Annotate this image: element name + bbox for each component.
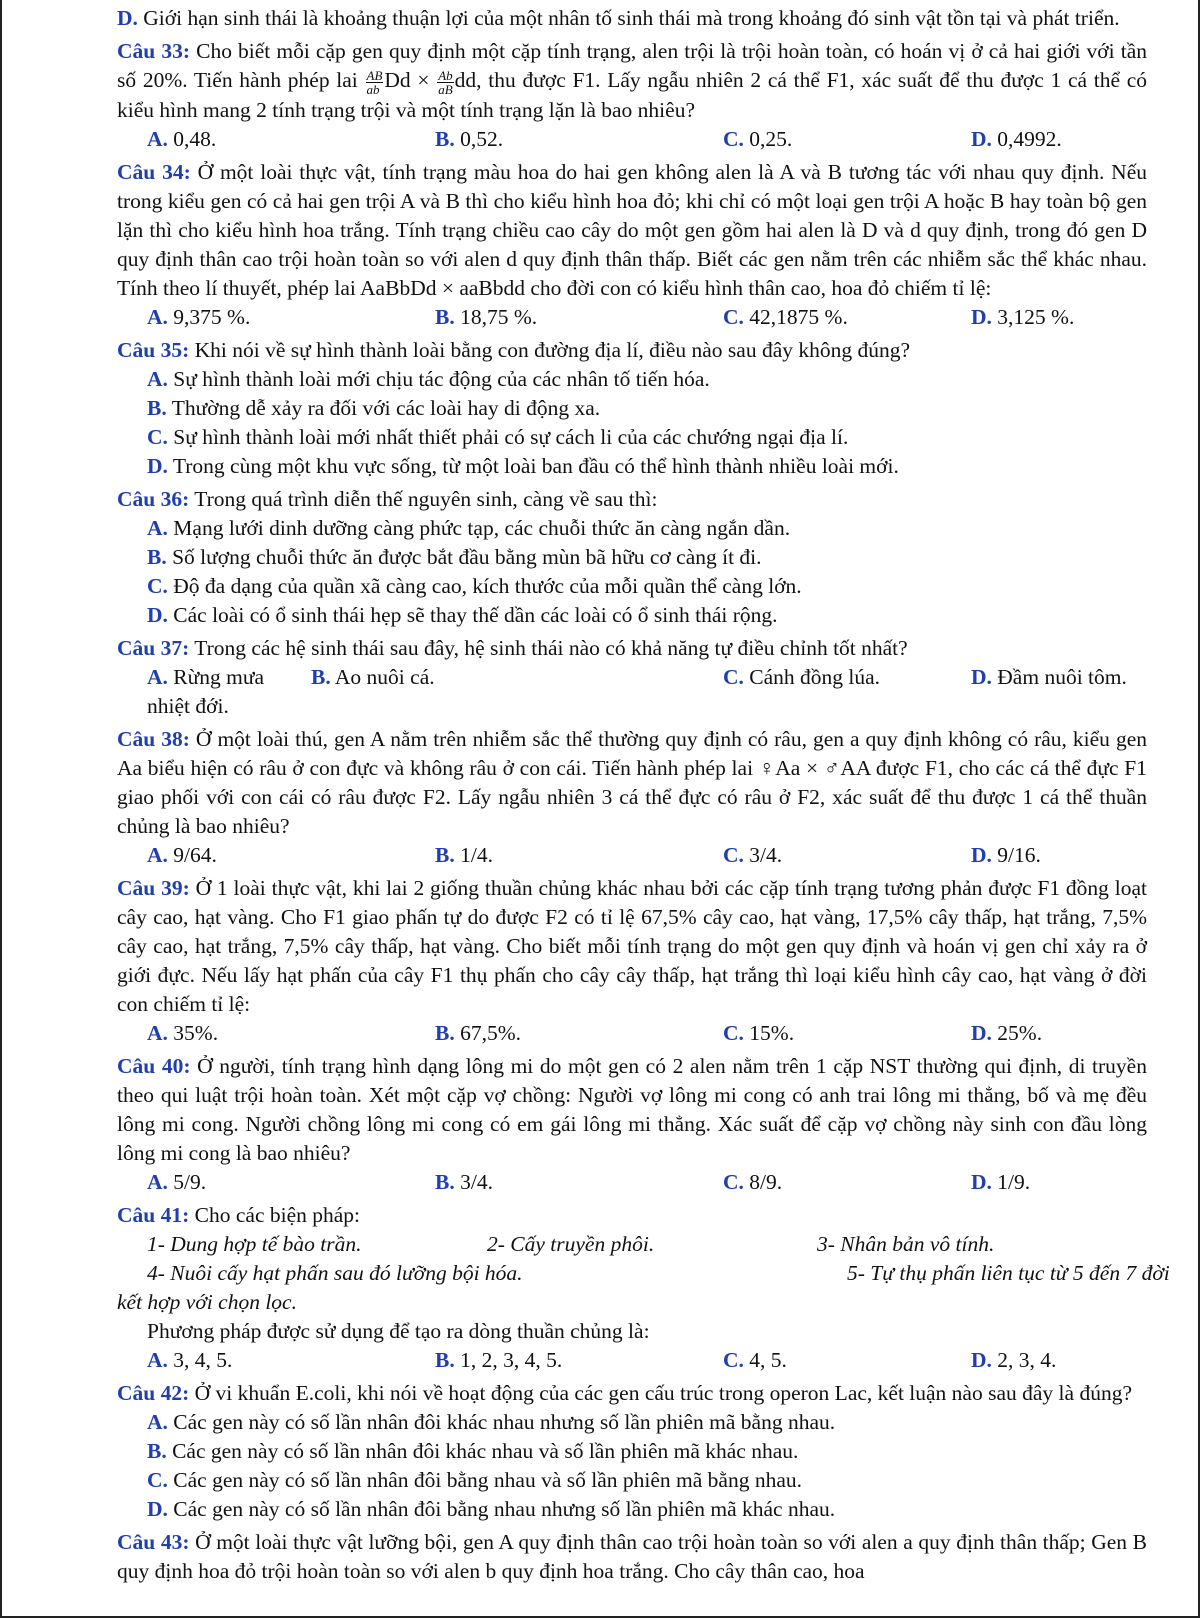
fraction-numerator: AB <box>366 67 383 83</box>
question-39 <box>117 874 1147 1048</box>
option-text: 67,5%. <box>454 1020 522 1045</box>
genotype-fraction <box>437 69 453 96</box>
option-text: Đầm nuôi tôm. <box>991 664 1127 689</box>
question-37 <box>117 634 1147 721</box>
option-letter: C. <box>723 304 744 329</box>
option-text: 9,375 %. <box>167 304 251 329</box>
answer-options <box>117 841 1147 870</box>
option-b[interactable] <box>117 543 1147 572</box>
method-5-continued: kết hợp với chọn lọc. <box>117 1289 297 1314</box>
option-d[interactable] <box>117 452 1147 481</box>
option-text: Trong cùng một khu vực sống, từ một loài ban đầu có thể hình thành nhiều loài mới. <box>167 453 899 478</box>
option-d[interactable] <box>971 841 1177 870</box>
option-c[interactable] <box>723 125 971 154</box>
option-text: Các loài có ổ sinh thái hẹp sẽ thay thế dần các loài có ổ sinh thái rộng. <box>167 602 778 627</box>
option-a[interactable] <box>147 1168 435 1197</box>
option-letter: B. <box>435 1020 455 1045</box>
option-b[interactable] <box>117 394 1147 423</box>
answer-options <box>117 1019 1147 1048</box>
question-number: Câu 34: <box>117 159 191 184</box>
question-stem <box>117 336 1147 365</box>
option-text: Giới hạn sinh thái là khoảng thuận lợi của một nhân tố sinh thái mà trong khoảng đó sinh vật tồn tại và phát triển. <box>143 6 1120 30</box>
option-b[interactable] <box>435 1346 723 1375</box>
option-letter: D. <box>971 126 992 151</box>
option-a[interactable] <box>117 514 1147 543</box>
fraction-numerator: Ab <box>438 67 453 83</box>
option-text: 1/9. <box>991 1169 1031 1194</box>
option-text: 0,25. <box>743 126 793 151</box>
question-stem <box>117 1052 1147 1168</box>
question-number: Câu 35: <box>117 337 190 362</box>
previous-question-option-d <box>117 4 1147 33</box>
option-c[interactable] <box>723 1346 971 1375</box>
stem-text: Trong các hệ sinh thái sau đây, hệ sinh thái nào có khả năng tự điều chỉnh tốt nhất? <box>189 635 908 660</box>
option-letter: B. <box>435 126 455 151</box>
option-letter: A. <box>147 664 168 689</box>
option-c[interactable] <box>117 572 1147 601</box>
option-d[interactable] <box>971 303 1177 332</box>
question-number: Câu 42: <box>117 1380 190 1405</box>
option-letter: A. <box>147 515 168 540</box>
option-letter: B. <box>147 1438 167 1463</box>
question-list <box>117 4 1170 1586</box>
option-b[interactable] <box>435 841 723 870</box>
stem-text: Ở 1 loài thực vật, khi lai 2 giống thuần chủng khác nhau bởi các cặp tính trạng tương phản được F1 đồng loạt cây cao, hạt vàng. Cho F1 giao phấn tự do được F2 có tỉ lệ 67,5% cây cao, hạt vàng, 17,5% cây thấp, hạt trắng, 7,5% cây cao, hạt trắng, 7,5% cây thấp, hạt vàng. Cho biết mỗi tính trạng do một gen quy định và hoán vị gen chỉ xảy ra ở giới đực. Nếu lấy hạt phấn của cây F1 thụ phấn cho cây cây thấp, hạt trắng thì loại kiểu hình cây cao, hạt vàng ở đời con chiếm tỉ lệ: <box>117 875 1147 1016</box>
option-a[interactable] <box>147 303 435 332</box>
option-letter: B. <box>435 1169 455 1194</box>
option-letter: D. <box>147 602 168 627</box>
option-letter: B. <box>435 304 455 329</box>
option-text: 35%. <box>167 1020 219 1045</box>
option-letter: C. <box>723 664 744 689</box>
stem-text: Ở vi khuẩn E.coli, khi nói về hoạt động của các gen cấu trúc trong operon Lac, kết luận nào sau đây là đúng? <box>189 1380 1132 1405</box>
option-letter: D. <box>971 304 992 329</box>
answer-options <box>117 125 1147 154</box>
option-text: 4, 5. <box>743 1347 787 1372</box>
question-number: Câu 40: <box>117 1053 191 1078</box>
question-40 <box>117 1052 1147 1197</box>
answer-options <box>117 303 1147 332</box>
option-a[interactable] <box>117 1408 1147 1437</box>
question-33 <box>117 37 1147 154</box>
option-letter: A. <box>147 1169 168 1194</box>
question-stem <box>117 158 1147 303</box>
question-38 <box>117 725 1147 870</box>
option-text: 3,125 %. <box>991 304 1075 329</box>
answer-options <box>117 1168 1147 1197</box>
option-letter: B. <box>147 395 167 420</box>
option-text: Các gen này có số lần nhân đôi bằng nhau nhưng số lần phiên mã khác nhau. <box>167 1496 836 1521</box>
option-a[interactable] <box>147 125 435 154</box>
option-d[interactable] <box>971 125 1177 154</box>
option-b[interactable] <box>117 1437 1147 1466</box>
question-stem <box>117 725 1147 841</box>
option-text: 3/4. <box>454 1169 493 1194</box>
option-a[interactable] <box>147 1019 435 1048</box>
question-stem <box>117 1528 1147 1586</box>
question-42 <box>117 1379 1147 1524</box>
option-b[interactable] <box>435 125 723 154</box>
question-number: Câu 41: <box>117 1202 190 1227</box>
option-c[interactable] <box>723 1019 971 1048</box>
question-stem <box>117 634 1147 663</box>
question-35 <box>117 336 1147 481</box>
question-prompt: Phương pháp được sử dụng để tạo ra dòng thuần chủng là: <box>147 1318 650 1343</box>
option-letter: D. <box>971 1169 992 1194</box>
fraction-denominator: aB <box>438 81 453 97</box>
option-letter: C. <box>723 1020 744 1045</box>
option-text: 0,4992. <box>991 126 1062 151</box>
option-text: 42,1875 %. <box>743 304 848 329</box>
question-41 <box>117 1201 1170 1375</box>
option-text: 5/9. <box>167 1169 207 1194</box>
option-d[interactable] <box>971 663 1177 721</box>
option-letter: A. <box>147 842 168 867</box>
option-a[interactable] <box>147 1346 435 1375</box>
answer-options <box>117 663 1147 721</box>
question-stem <box>117 1379 1147 1408</box>
question-36 <box>117 485 1147 630</box>
stem-text: Ở một loài thực vật, tính trạng màu hoa do hai gen không alen là A và B tương tác với nhau quy định. Nếu trong kiểu gen có cả hai gen trội A và B thì cho kiểu hình hoa đỏ; khi chỉ có một loại gen trội A hoặc B hay toàn bộ gen lặn thì cho kiểu hình hoa trắng. Tính trạng chiều cao cây do một gen gồm hai alen là D và d quy định, trong đó gen D quy định thân cao trội hoàn toàn so với alen d quy định thân thấp. Biết các gen nằm trên các nhiễm sắc thể khác nhau. Tính theo lí thuyết, phép lai AaBbDd × aaBbdd cho đời con có kiểu hình thân cao, hoa đỏ chiếm tỉ lệ: <box>117 159 1147 300</box>
question-stem <box>117 485 1147 514</box>
option-text: Các gen này có số lần nhân đôi bằng nhau và số lần phiên mã bằng nhau. <box>167 1467 802 1492</box>
question-number: Câu 36: <box>117 486 190 511</box>
option-b[interactable] <box>435 1019 723 1048</box>
option-c[interactable] <box>723 1168 971 1197</box>
option-text: 0,48. <box>167 126 217 151</box>
question-number: Câu 38: <box>117 726 190 751</box>
option-text: Độ đa dạng của quần xã càng cao, kích thước của mỗi quần thể càng lớn. <box>167 573 802 598</box>
option-letter: D. <box>971 1020 992 1045</box>
option-b[interactable] <box>311 663 723 721</box>
option-c[interactable] <box>117 423 1147 452</box>
option-letter: C. <box>723 842 744 867</box>
option-text: 2, 3, 4. <box>991 1347 1057 1372</box>
option-c[interactable] <box>723 663 971 721</box>
option-letter: D. <box>117 6 138 30</box>
option-c[interactable] <box>723 841 971 870</box>
stem-text: Ở người, tính trạng hình dạng lông mi do một gen có 2 alen nằm trên 1 cặp NST thường qui định, di truyền theo qui luật trội hoàn toàn. Xét một cặp vợ chồng: Người vợ lông mi cong có anh trai lông mi thẳng, bố và mẹ đều lông mi cong. Người chồng lông mi cong có em gái lông mi thẳng. Xác suất để cặp vợ chồng này sinh con đầu lòng lông mi cong là bao nhiêu? <box>117 1053 1147 1165</box>
stem-text: Trong quá trình diễn thế nguyên sinh, càng về sau thì: <box>189 486 658 511</box>
option-a[interactable] <box>117 365 1147 394</box>
option-c[interactable] <box>117 1466 1147 1495</box>
option-text: 1, 2, 3, 4, 5. <box>454 1347 563 1372</box>
genotype-fraction <box>366 69 384 96</box>
question-43 <box>117 1528 1147 1586</box>
option-b[interactable] <box>435 303 723 332</box>
option-letter: D. <box>971 664 992 689</box>
option-letter: A. <box>147 126 168 151</box>
answer-options <box>117 1346 1147 1375</box>
question-number: Câu 37: <box>117 635 190 660</box>
method-3: 3- Nhân bản vô tính. <box>817 1231 995 1256</box>
option-letter: D. <box>971 842 992 867</box>
stem-text: Cho các biện pháp: <box>189 1202 361 1227</box>
method-1: 1- Dung hợp tế bào trần. <box>147 1231 362 1256</box>
stem-text: , thu được F1. Lấy ngẫu nhiên 2 cá thể F1, xác suất để thu được 1 cá thể có kiểu hình mang 2 tính trạng trội và một tính trạng lặn là bao nhiêu? <box>117 68 1148 122</box>
option-letter: D. <box>147 1496 168 1521</box>
option-d[interactable] <box>971 1168 1177 1197</box>
question-stem <box>117 1201 1147 1230</box>
option-a[interactable] <box>147 663 311 721</box>
option-text: 9/64. <box>167 842 217 867</box>
stem-text: Cho biết mỗi cặp gen quy định một cặp tính trạng, alen trội là trội hoàn toàn, có hoán vị ở cả hai giới với tần số 20%. Tiến hành phép lai <box>117 39 1147 92</box>
option-b[interactable] <box>435 1168 723 1197</box>
option-text: 3/4. <box>743 842 783 867</box>
option-letter: A. <box>147 1020 168 1045</box>
question-stem <box>117 37 1147 125</box>
option-text: Sự hình thành loài mới nhất thiết phải có sự cách li của các chướng ngại địa lí. <box>167 424 849 449</box>
option-text: 3, 4, 5. <box>167 1347 233 1372</box>
option-text: Cánh đồng lúa. <box>743 664 881 689</box>
option-letter: B. <box>147 544 167 569</box>
option-letter: C. <box>723 126 744 151</box>
option-letter: C. <box>147 1467 168 1492</box>
stem-text: Ở một loài thực vật lưỡng bội, gen A quy định thân cao trội hoàn toàn so với alen a quy định thân thấp; Gen B quy định hoa đỏ trội hoàn toàn so với alen b quy định hoa trắng. Cho cây thân cao, hoa <box>117 1529 1147 1583</box>
option-letter: A. <box>147 366 168 391</box>
method-5: 5- Tự thụ phấn liên tục từ 5 đến 7 đời <box>847 1260 1170 1285</box>
stem-text: dd <box>454 68 477 92</box>
option-text: 0,52. <box>454 126 504 151</box>
option-letter: C. <box>723 1347 744 1372</box>
option-a[interactable] <box>147 841 435 870</box>
question-number: Câu 33: <box>117 39 190 63</box>
option-text: Các gen này có số lần nhân đôi khác nhau nhưng số lần phiên mã bằng nhau. <box>167 1409 836 1434</box>
option-letter: B. <box>435 842 455 867</box>
option-letter: D. <box>971 1347 992 1372</box>
option-c[interactable] <box>723 303 971 332</box>
option-d[interactable] <box>117 601 1147 630</box>
option-letter: C. <box>723 1169 744 1194</box>
question-34 <box>117 158 1147 332</box>
option-text: 1/4. <box>454 842 493 867</box>
option-text: 15%. <box>743 1020 795 1045</box>
option-d[interactable] <box>117 1495 1147 1524</box>
option-text: 25%. <box>991 1020 1043 1045</box>
option-letter: C. <box>147 424 168 449</box>
option-letter: B. <box>311 664 331 689</box>
option-text: Ao nuôi cá. <box>330 664 435 689</box>
stem-text: Dd × <box>384 68 437 92</box>
option-letter: C. <box>147 573 168 598</box>
option-text: Rừng mưa nhiệt đới. <box>147 664 265 718</box>
option-text: Thường dễ xảy ra đối với các loài hay di động xa. <box>166 395 601 420</box>
method-list-row-2 <box>117 1259 1170 1288</box>
question-stem <box>117 874 1147 1019</box>
stem-text: Khi nói về sự hình thành loài bằng con đường địa lí, điều nào sau đây không đúng? <box>189 337 911 362</box>
method-list-row-1 <box>117 1230 1147 1259</box>
option-text: Sự hình thành loài mới chịu tác động của các nhân tố tiến hóa. <box>167 366 710 391</box>
option-d[interactable] <box>971 1019 1177 1048</box>
option-letter: B. <box>435 1347 455 1372</box>
option-text: Mạng lưới dinh dưỡng càng phức tạp, các chuỗi thức ăn càng ngắn dần. <box>167 515 791 540</box>
option-letter: D. <box>147 453 168 478</box>
option-text: 18,75 %. <box>454 304 538 329</box>
question-number: Câu 43: <box>117 1529 190 1554</box>
option-text: 9/16. <box>991 842 1041 867</box>
option-text: 8/9. <box>743 1169 783 1194</box>
method-2: 2- Cấy truyền phôi. <box>487 1231 655 1256</box>
option-letter: A. <box>147 1347 168 1372</box>
option-text: Các gen này có số lần nhân đôi khác nhau và số lần phiên mã khác nhau. <box>166 1438 799 1463</box>
option-d[interactable] <box>971 1346 1177 1375</box>
option-text: Số lượng chuỗi thức ăn được bắt đầu bằng mùn bã hữu cơ càng ít đi. <box>166 544 762 569</box>
question-number: Câu 39: <box>117 875 190 900</box>
option-letter: A. <box>147 1409 168 1434</box>
fraction-denominator: ab <box>366 81 380 97</box>
option-letter: A. <box>147 304 168 329</box>
method-4: 4- Nuôi cấy hạt phấn sau đó lưỡng bội hóa. <box>147 1260 523 1285</box>
stem-text: Ở một loài thú, gen A nằm trên nhiễm sắc thể thường quy định có râu, gen a quy định không có râu, kiểu gen Aa biểu hiện có râu ở con đực và không râu ở con cái. Tiến hành phép lai ♀Aa × ♂AA được F1, cho các cá thể đực F1 giao phối với con cái có râu được F2. Lấy ngẫu nhiên 3 cá thể đực có râu ở F2, xác suất để thu được 1 cá thể thuần chủng là bao nhiêu? <box>117 726 1147 838</box>
